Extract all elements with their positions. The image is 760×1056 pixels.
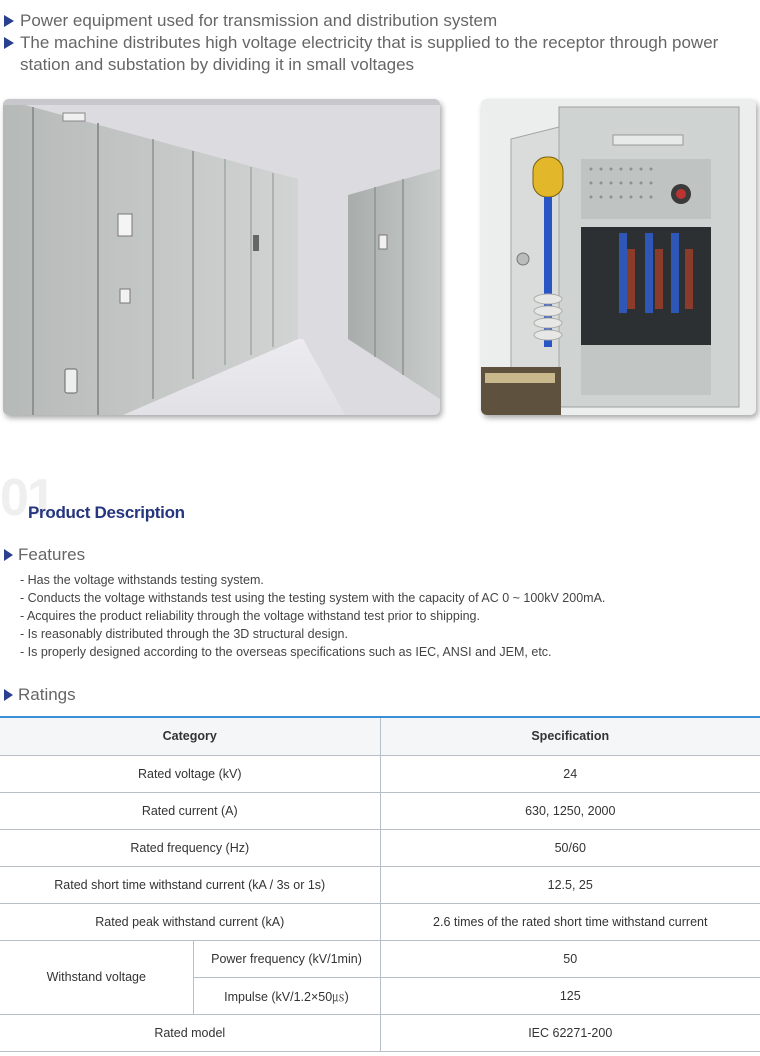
table-row (0, 940, 760, 977)
switchgear-corridor-illustration (3, 99, 440, 415)
switchgear-corridor-photo (3, 99, 440, 415)
feature-item: - Conducts the voltage withstands test using the testing system with the capacity of AC 0 ~ 100kV 200mA. (20, 591, 606, 605)
feature-item: - Is properly designed according to the overseas specifications such as IEC, ANSI and JEM, etc. (20, 645, 552, 659)
row-label: Rated frequency (Hz) (0, 829, 380, 866)
bullet-arrow-icon (4, 15, 14, 27)
row-value: 24 (380, 755, 760, 792)
intro (4, 10, 754, 76)
section-number: 01 (0, 469, 54, 527)
table-row (0, 866, 760, 903)
row-label: Rated model (0, 1014, 380, 1051)
intro-line-1 (4, 10, 754, 32)
intro-text-1: Power equipment used for transmission and distribution system (20, 11, 498, 30)
table-row (0, 1014, 760, 1051)
bullet-arrow-icon (4, 689, 13, 701)
ratings-heading-text: Ratings (18, 685, 76, 704)
row-sublabel: Power frequency (kV/1min) (193, 940, 380, 977)
features-heading (4, 545, 85, 565)
table-row (0, 792, 760, 829)
features-heading-text: Features (18, 545, 86, 564)
row-label: Rated peak withstand current (kA) (0, 903, 380, 940)
row-value: 50 (380, 940, 760, 977)
row-label: Rated short time withstand current (kA / 3s or 1s) (0, 866, 380, 903)
row-sublabel: Impulse (kV/1.2×50㎲) (193, 977, 380, 1014)
feature-item: - Has the voltage withstands testing system. (20, 573, 264, 587)
row-label: Rated current (A) (0, 792, 380, 829)
row-value: 630, 1250, 2000 (380, 792, 760, 829)
section-title: Product Description (28, 503, 185, 522)
switchgear-cabinet-photo (481, 99, 756, 415)
features-list (20, 571, 605, 661)
switchgear-cabinet-illustration (481, 99, 756, 415)
row-value: 2.6 times of the rated short time withstand current (380, 903, 760, 940)
feature-item: - Is reasonably distributed through the 3D structural design. (20, 627, 348, 641)
intro-line-2 (4, 32, 754, 76)
bullet-arrow-icon (4, 549, 13, 561)
table-row (0, 829, 760, 866)
row-label: Rated voltage (kV) (0, 755, 380, 792)
row-value: IEC 62271-200 (380, 1014, 760, 1051)
row-value: 125 (380, 977, 760, 1014)
header-specification: Specification (380, 717, 760, 755)
row-label-group: Withstand voltage (0, 940, 193, 1014)
ratings-table (0, 716, 760, 1052)
bullet-arrow-icon (4, 37, 14, 49)
table-header-row (0, 717, 760, 755)
table-row (0, 755, 760, 792)
ratings-heading (4, 685, 76, 705)
header-category: Category (0, 717, 380, 755)
row-value: 50/60 (380, 829, 760, 866)
intro-text-2: The machine distributes high voltage electricity that is supplied to the receptor through power station and substation by dividing it in small voltages (20, 33, 719, 74)
feature-item: - Acquires the product reliability through the voltage withstand test prior to shipping. (20, 609, 480, 623)
table-row (0, 903, 760, 940)
row-value: 12.5, 25 (380, 866, 760, 903)
